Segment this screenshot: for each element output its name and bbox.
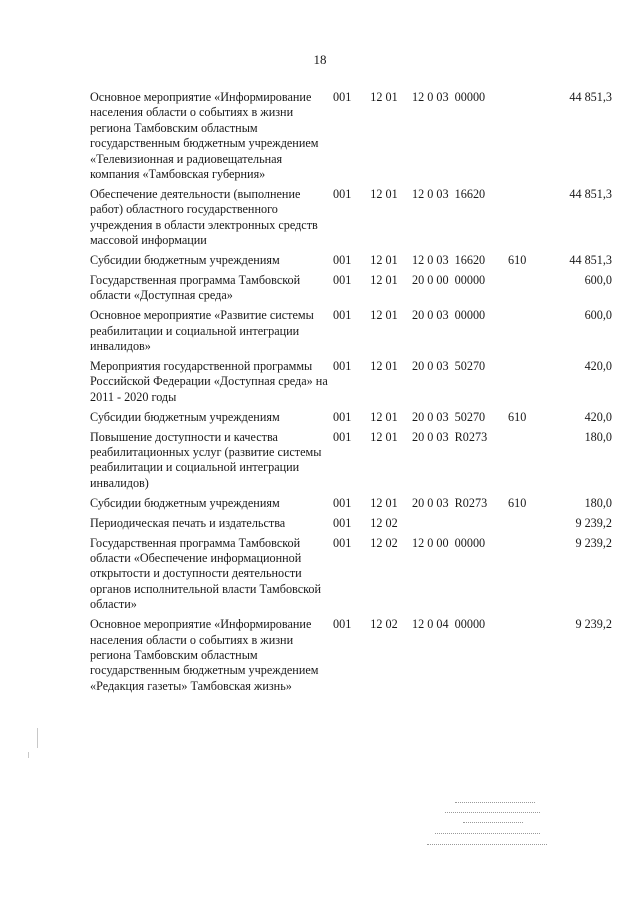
table-row: [90, 253, 612, 268]
table-row: [90, 617, 612, 694]
section-code: 12 02: [370, 535, 398, 550]
faded-stamp: [425, 800, 565, 850]
section-code: 12 02: [370, 515, 398, 530]
amount: 9 239,2: [575, 515, 612, 530]
expense-type-code: 610: [508, 409, 527, 424]
dept-code: 001: [333, 429, 352, 444]
item-name: Государственная программа Тамбовской области «Обеспечение информационной открытости и доступности деятельности органов исполнительной власти Тамбовской области»: [90, 535, 322, 612]
table-row: [90, 359, 612, 405]
amount: 9 239,2: [575, 535, 612, 550]
item-name: Субсидии бюджетным учреждениям: [90, 495, 280, 510]
item-name: Обеспечение деятельности (выполнение работ) областного государственного учреждения в области электронных средств массовой информации: [90, 186, 318, 248]
table-row: [90, 187, 612, 249]
dept-code: 001: [333, 90, 352, 104]
target-article-code: 12 0 03 16620: [412, 253, 486, 268]
amount: 44 851,3: [569, 186, 612, 201]
target-article-code: 20 0 03 50270: [412, 359, 486, 373]
item-name: Субсидии бюджетным учреждениям: [90, 409, 280, 424]
item-name: Периодическая печать и издательства: [90, 515, 286, 530]
table-row: [90, 90, 612, 182]
page-number: 18: [313, 52, 327, 67]
item-name: Повышение доступности и качества реабилитационных услуг (развитие системы реабилитации и социальной интеграции инвалидов): [90, 429, 322, 490]
table-row: [90, 308, 612, 354]
target-article-code: 12 0 03 00000: [412, 90, 486, 104]
target-article-code: 12 0 03 16620: [412, 186, 486, 201]
target-article-code: 20 0 03 50270: [412, 409, 486, 424]
section-code: 12 01: [370, 253, 398, 268]
margin-mark: [28, 752, 29, 758]
dept-code: 001: [333, 253, 352, 268]
item-name: Субсидии бюджетным учреждениям: [90, 253, 280, 268]
dept-code: 001: [333, 495, 352, 510]
budget-table: [90, 90, 612, 699]
table-row: [90, 516, 612, 531]
amount: 420,0: [584, 409, 612, 424]
section-code: 12 01: [370, 272, 398, 287]
amount: 9 239,2: [575, 617, 612, 632]
amount: 420,0: [584, 359, 612, 373]
amount: 44 851,3: [569, 253, 612, 268]
amount: 600,0: [584, 308, 612, 323]
item-name: Основное мероприятие «Информирование населения области о событиях в жизни региона Тамбовским областным государственным бюджетным учреждением «Телевизионная и радиовещательная компания «Тамбовская губерния»: [90, 90, 319, 182]
amount: 180,0: [584, 495, 612, 510]
dept-code: 001: [333, 272, 352, 287]
dept-code: 001: [333, 617, 352, 632]
item-name: Мероприятия государственной программы Российской Федерации «Доступная среда» на 2011 - 2020 годы: [90, 359, 328, 404]
section-code: 12 01: [370, 495, 398, 510]
margin-mark: [37, 728, 38, 748]
dept-code: 001: [333, 308, 352, 323]
table-row: [90, 273, 612, 304]
dept-code: 001: [333, 409, 352, 424]
table-row: [90, 410, 612, 425]
table-row: [90, 536, 612, 613]
dept-code: 001: [333, 515, 352, 530]
item-name: Основное мероприятие «Развитие системы реабилитации и социальной интеграции инвалидов»: [90, 308, 314, 354]
amount: 180,0: [584, 429, 612, 444]
item-name: Государственная программа Тамбовской области «Доступная среда»: [90, 272, 301, 303]
expense-type-code: 610: [508, 253, 527, 268]
target-article-code: 20 0 03 R0273: [412, 495, 488, 510]
section-code: 12 01: [370, 308, 398, 323]
target-article-code: 20 0 00 00000: [412, 272, 486, 287]
target-article-code: 12 0 00 00000: [412, 535, 486, 550]
dept-code: 001: [333, 186, 352, 201]
target-article-code: 20 0 03 00000: [412, 308, 486, 323]
amount: 600,0: [584, 272, 612, 287]
section-code: 12 01: [370, 359, 398, 373]
table-row: [90, 430, 612, 492]
amount: 44 851,3: [569, 90, 612, 104]
expense-type-code: 610: [508, 495, 527, 510]
section-code: 12 01: [370, 186, 398, 201]
table-row: [90, 496, 612, 511]
target-article-code: 20 0 03 R0273: [412, 429, 488, 444]
dept-code: 001: [333, 359, 352, 373]
dept-code: 001: [333, 535, 352, 550]
target-article-code: 12 0 04 00000: [412, 617, 486, 632]
section-code: 12 02: [370, 617, 398, 632]
section-code: 12 01: [370, 90, 398, 104]
section-code: 12 01: [370, 409, 398, 424]
item-name: Основное мероприятие «Информирование населения области о событиях в жизни региона Тамбовским областным государственным бюджетным учреждением «Редакция газеты» Тамбовская жизнь»: [90, 617, 319, 693]
section-code: 12 01: [370, 429, 398, 444]
